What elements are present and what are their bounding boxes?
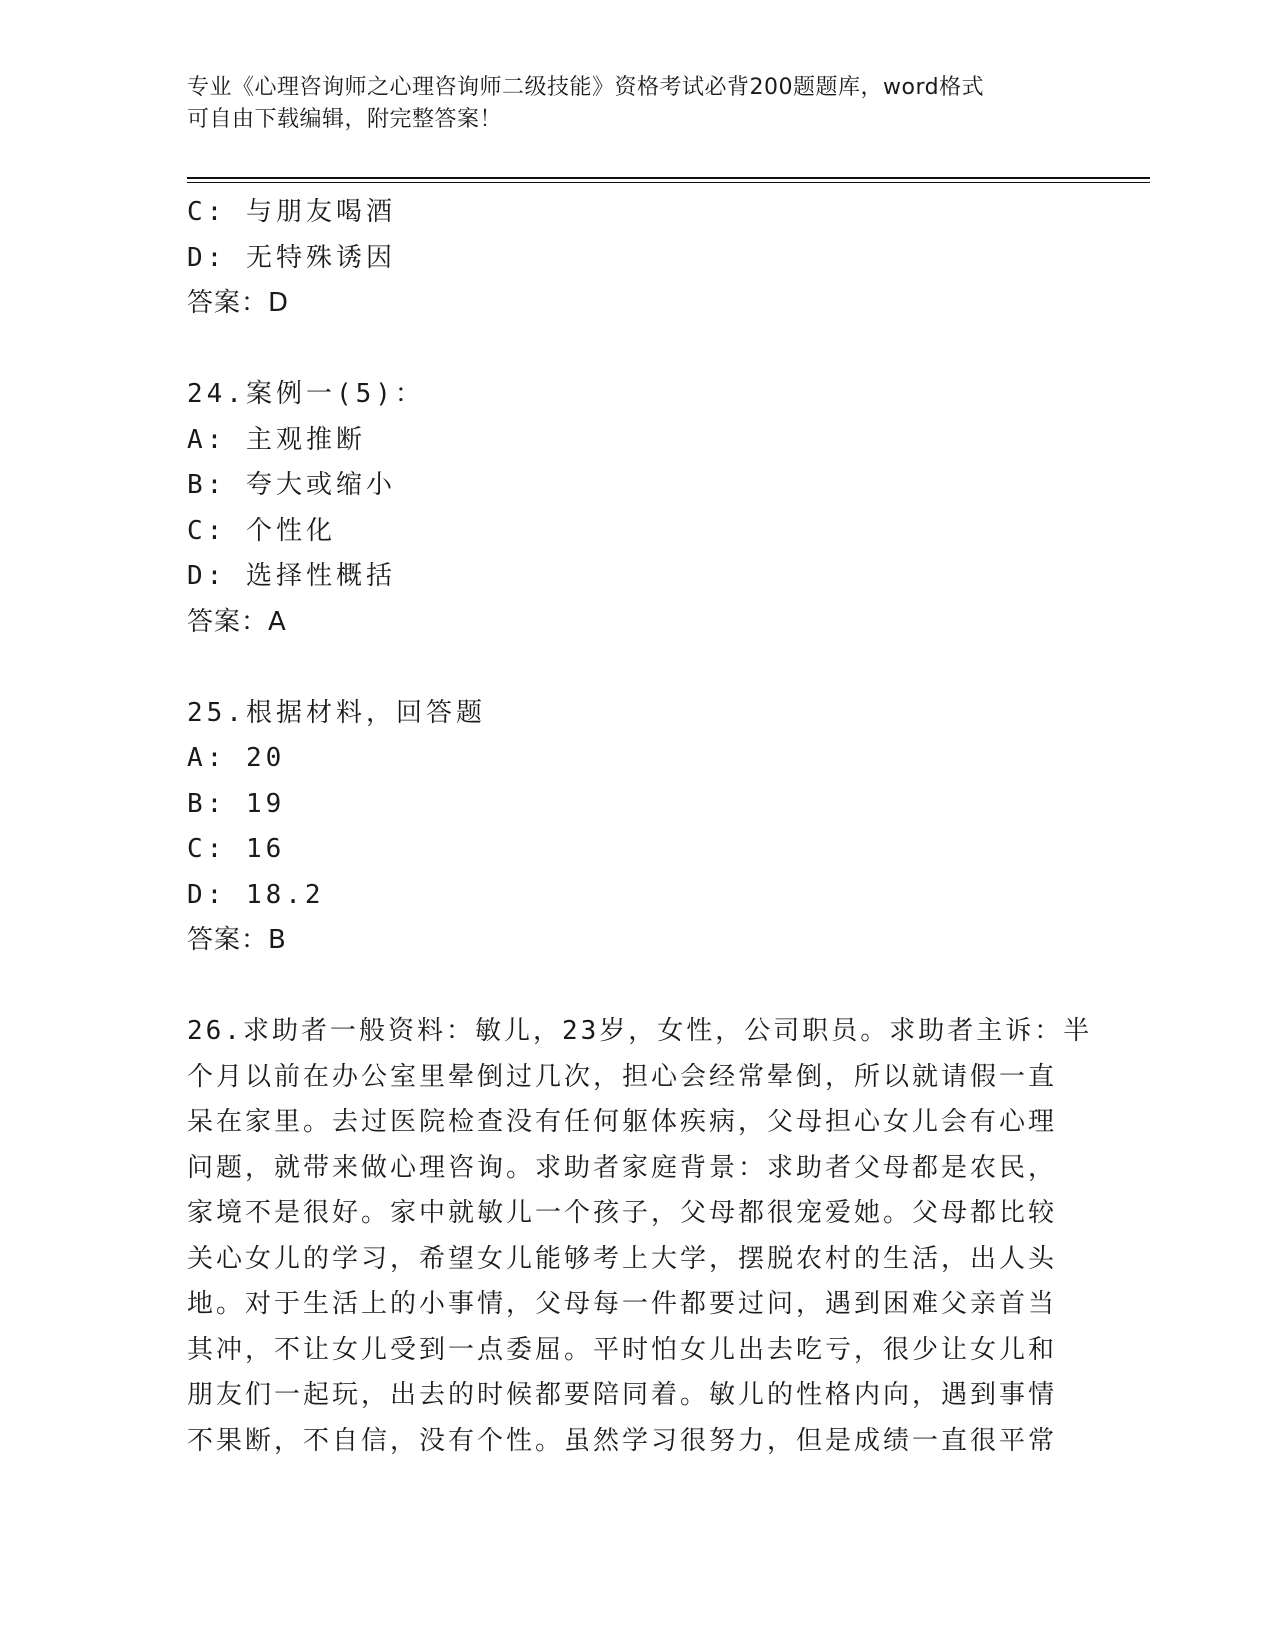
option-c: C: 与朋友喝酒 — [187, 197, 396, 227]
answer-label: 答案：B — [187, 925, 287, 955]
option-a: A: 20 — [187, 743, 286, 773]
paragraph-line: 朋友们一起玩，出去的时候都要陪同着。敏儿的性格内向，遇到事情 — [187, 1380, 1058, 1410]
paragraph-line: 不果断，不自信，没有个性。虽然学习很努力，但是成绩一直很平常 — [187, 1425, 1058, 1456]
paragraph-line: 26.求助者一般资料：敏儿，23岁，女性，公司职员。求助者主诉：半 — [187, 1016, 1093, 1046]
question-stem: 24.案例一(5)： — [187, 379, 425, 409]
paragraph-line: 地。对于生活上的小事情，父母每一件都要过问，遇到困难父亲首当 — [187, 1289, 1058, 1319]
paragraph-line: 关心女儿的学习，希望女儿能够考上大学，摆脱农村的生活，出人头 — [187, 1243, 1058, 1274]
paragraph-line: 个月以前在办公室里晕倒过几次，担心会经常晕倒，所以就请假一直 — [187, 1061, 1058, 1092]
option-b: B: 19 — [187, 788, 286, 819]
option-d: D: 选择性概括 — [187, 561, 396, 591]
paragraph-line: 其冲，不让女儿受到一点委屈。平时怕女儿出去吃亏，很少让女儿和 — [187, 1334, 1058, 1365]
option-d: D: 18.2 — [187, 879, 325, 910]
spacer — [187, 327, 1087, 373]
answer-label: 答案：A — [187, 606, 287, 637]
spacer — [187, 964, 1087, 1010]
header-rule-thin — [187, 182, 1150, 183]
option-c: C: 个性化 — [187, 515, 336, 546]
question-26 — [187, 1009, 1093, 1464]
option-a: A: 主观推断 — [187, 424, 366, 455]
spacer — [187, 645, 1087, 691]
option-b: B: 夸大或缩小 — [187, 470, 396, 500]
option-d: D: 无特殊诱因 — [187, 242, 396, 273]
paragraph-line: 呆在家里。去过医院检查没有任何躯体疾病，父母担心女儿会有心理 — [187, 1107, 1058, 1137]
document-body — [187, 190, 1093, 1464]
answer-label: 答案：D — [187, 288, 290, 318]
question-stem: 25.根据材料，回答题 — [187, 697, 486, 728]
header-line-1: 专业《心理咨询师之心理咨询师二级技能》资格考试必背200题题库，word格式 — [187, 75, 985, 100]
option-c: C: 16 — [187, 834, 286, 864]
header-rule-thick — [187, 177, 1150, 179]
document-header — [187, 72, 1087, 136]
paragraph-line: 家境不是很好。家中就敏儿一个孩子，父母都很宠爱她。父母都比较 — [187, 1198, 1058, 1228]
question-24 — [187, 372, 1087, 645]
question-23 — [187, 190, 1087, 327]
question-25 — [187, 691, 1087, 964]
header-line-2: 可自由下载编辑，附完整答案！ — [187, 107, 503, 132]
paragraph-line: 问题，就带来做心理咨询。求助者家庭背景：求助者父母都是农民， — [187, 1152, 1058, 1183]
